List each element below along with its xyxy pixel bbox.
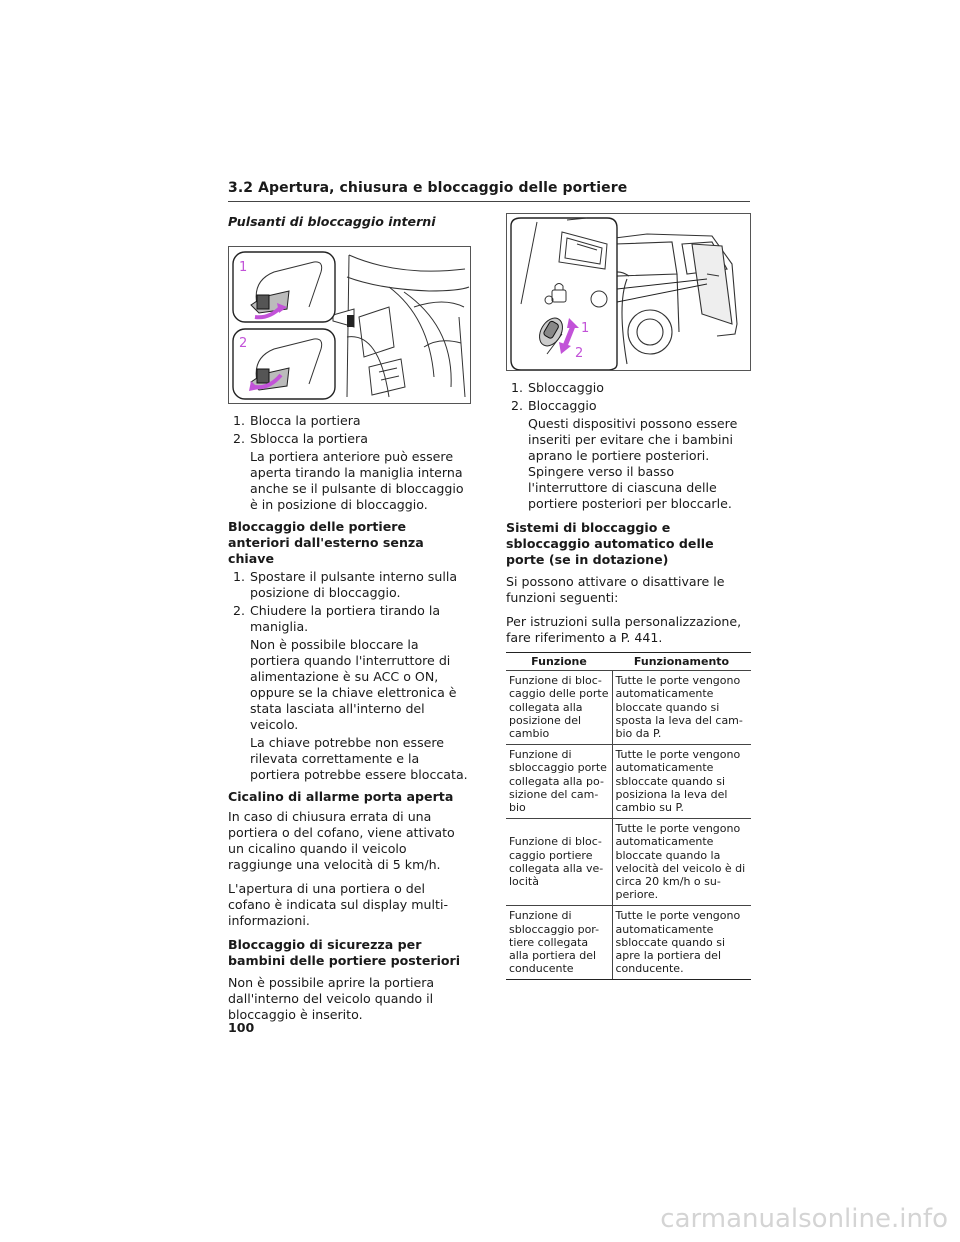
table-cell: Funzione di sbloccaggio porte collegata alla po-sizione del cam-bio — [506, 745, 612, 819]
outside-lock-steps — [233, 569, 471, 635]
buzzer-paragraph: In caso di chiusura errata di una portiera o del cofano, viene attivato un cicalino quando il veicolo raggiunge una velocità di 5 km/h. — [228, 809, 455, 872]
lock-unlock-list — [233, 413, 471, 447]
outside-lock-note: Non è possibile bloccare la portiera quando l'interruttore di alimentazione è su ACC o ON, oppure se la chiave elettronica è stata lasciata all'interno del veicolo. — [250, 637, 457, 732]
list-item: 1. Spostare il pulsante interno sulla posizione di bloccaggio. — [233, 569, 458, 600]
figure-label-1: 1 — [239, 260, 248, 275]
table-cell: Tutte le porte vengono automaticamente sbloccate quando si posiziona la leva del cambio su P. — [612, 745, 751, 819]
outside-lock-heading: Bloccaggio delle portiere anteriori dall'esterno senza chiave — [228, 519, 424, 566]
watermark: carmanualsonline.info — [660, 1204, 948, 1234]
auto-lock-paragraph: Per istruzioni sulla personalizzazione, fare riferimento a P. 441. — [506, 614, 742, 645]
figure-label-2: 2 — [575, 346, 584, 361]
child-lock-note: Questi dispositivi possono essere inseriti per evitare che i bambini aprano le portiere posteriori. Spingere verso il basso l'interruttore di ciascuna delle portiere posteriori per bloccarle. — [528, 416, 738, 511]
child-lock-illustration — [507, 214, 751, 371]
table-cell: Tutte le porte vengono automaticamente bloccate quando si sposta la leva del cam-bio da P. — [612, 671, 751, 745]
table-cell: Funzione di bloc-caggio portiere collegata alla ve-locità — [506, 819, 612, 906]
table-header: Funzione — [506, 653, 612, 671]
child-lock-paragraph: Non è possibile aprire la portiera dall'interno del veicolo quando il bloccaggio è inserito. — [228, 975, 435, 1022]
table-header: Funzionamento — [612, 653, 751, 671]
left-column — [228, 214, 471, 1031]
list-note: La portiera anteriore può essere aperta tirando la maniglia interna anche se il pulsante di bloccaggio è in posizione di bloccaggio. — [250, 449, 464, 512]
figure-label-1: 1 — [581, 321, 590, 336]
function-table — [506, 652, 751, 980]
auto-lock-heading: Sistemi di bloccaggio e sbloccaggio automatico delle porte (se in dotazione) — [506, 520, 714, 567]
list-item: 2. Sblocca la portiera — [233, 431, 368, 446]
interior-door-illustration — [229, 247, 471, 404]
list-item: 1. Blocca la portiera — [233, 413, 361, 428]
section-title: 3.2 Apertura, chiusura e bloccaggio delle portiere — [228, 180, 628, 196]
buzzer-heading: Cicalino di allarme porta aperta — [228, 789, 454, 804]
interior-door-handle-figure — [228, 246, 471, 404]
table-row — [506, 819, 751, 906]
table-cell: Funzione di sbloccaggio por-tiere collegata alla portiera del conducente — [506, 906, 612, 980]
page-number: 100 — [228, 1020, 255, 1035]
table-row — [506, 745, 751, 819]
list-item: 2. Bloccaggio — [511, 398, 597, 413]
interior-lock-heading: Pulsanti di bloccaggio interni — [228, 214, 436, 229]
auto-lock-paragraph: Si possono attivare o disattivare le funzioni seguenti: — [506, 574, 725, 605]
section-rule — [228, 201, 750, 202]
table-cell: Tutte le porte vengono automaticamente bloccate quando la velocità del veicolo è di circa 20 km/h o su-periore. — [612, 819, 751, 906]
child-lock-figure — [506, 213, 751, 371]
list-item: 2. Chiudere la portiera tirando la maniglia. — [233, 603, 441, 634]
buzzer-paragraph: L'apertura di una portiera o del cofano è indicata sul display multi-informazioni. — [228, 881, 448, 928]
child-lock-heading: Bloccaggio di sicurezza per bambini delle portiere posteriori — [228, 937, 461, 968]
list-item: 1. Sbloccaggio — [511, 380, 604, 395]
child-lock-list — [511, 380, 751, 414]
table-row — [506, 671, 751, 745]
table-row — [506, 906, 751, 980]
table-cell: Funzione di bloc-caggio delle porte collegata alla posizione del cambio — [506, 671, 612, 745]
section-header — [228, 180, 750, 202]
figure-label-2: 2 — [239, 336, 248, 351]
right-column — [506, 213, 751, 980]
table-header-row — [506, 653, 751, 671]
outside-lock-note: La chiave potrebbe non essere rilevata correttamente e la portiera potrebbe essere bloccata. — [250, 735, 468, 782]
table-cell: Tutte le porte vengono automaticamente sbloccate quando si apre la portiera del conducente. — [612, 906, 751, 980]
